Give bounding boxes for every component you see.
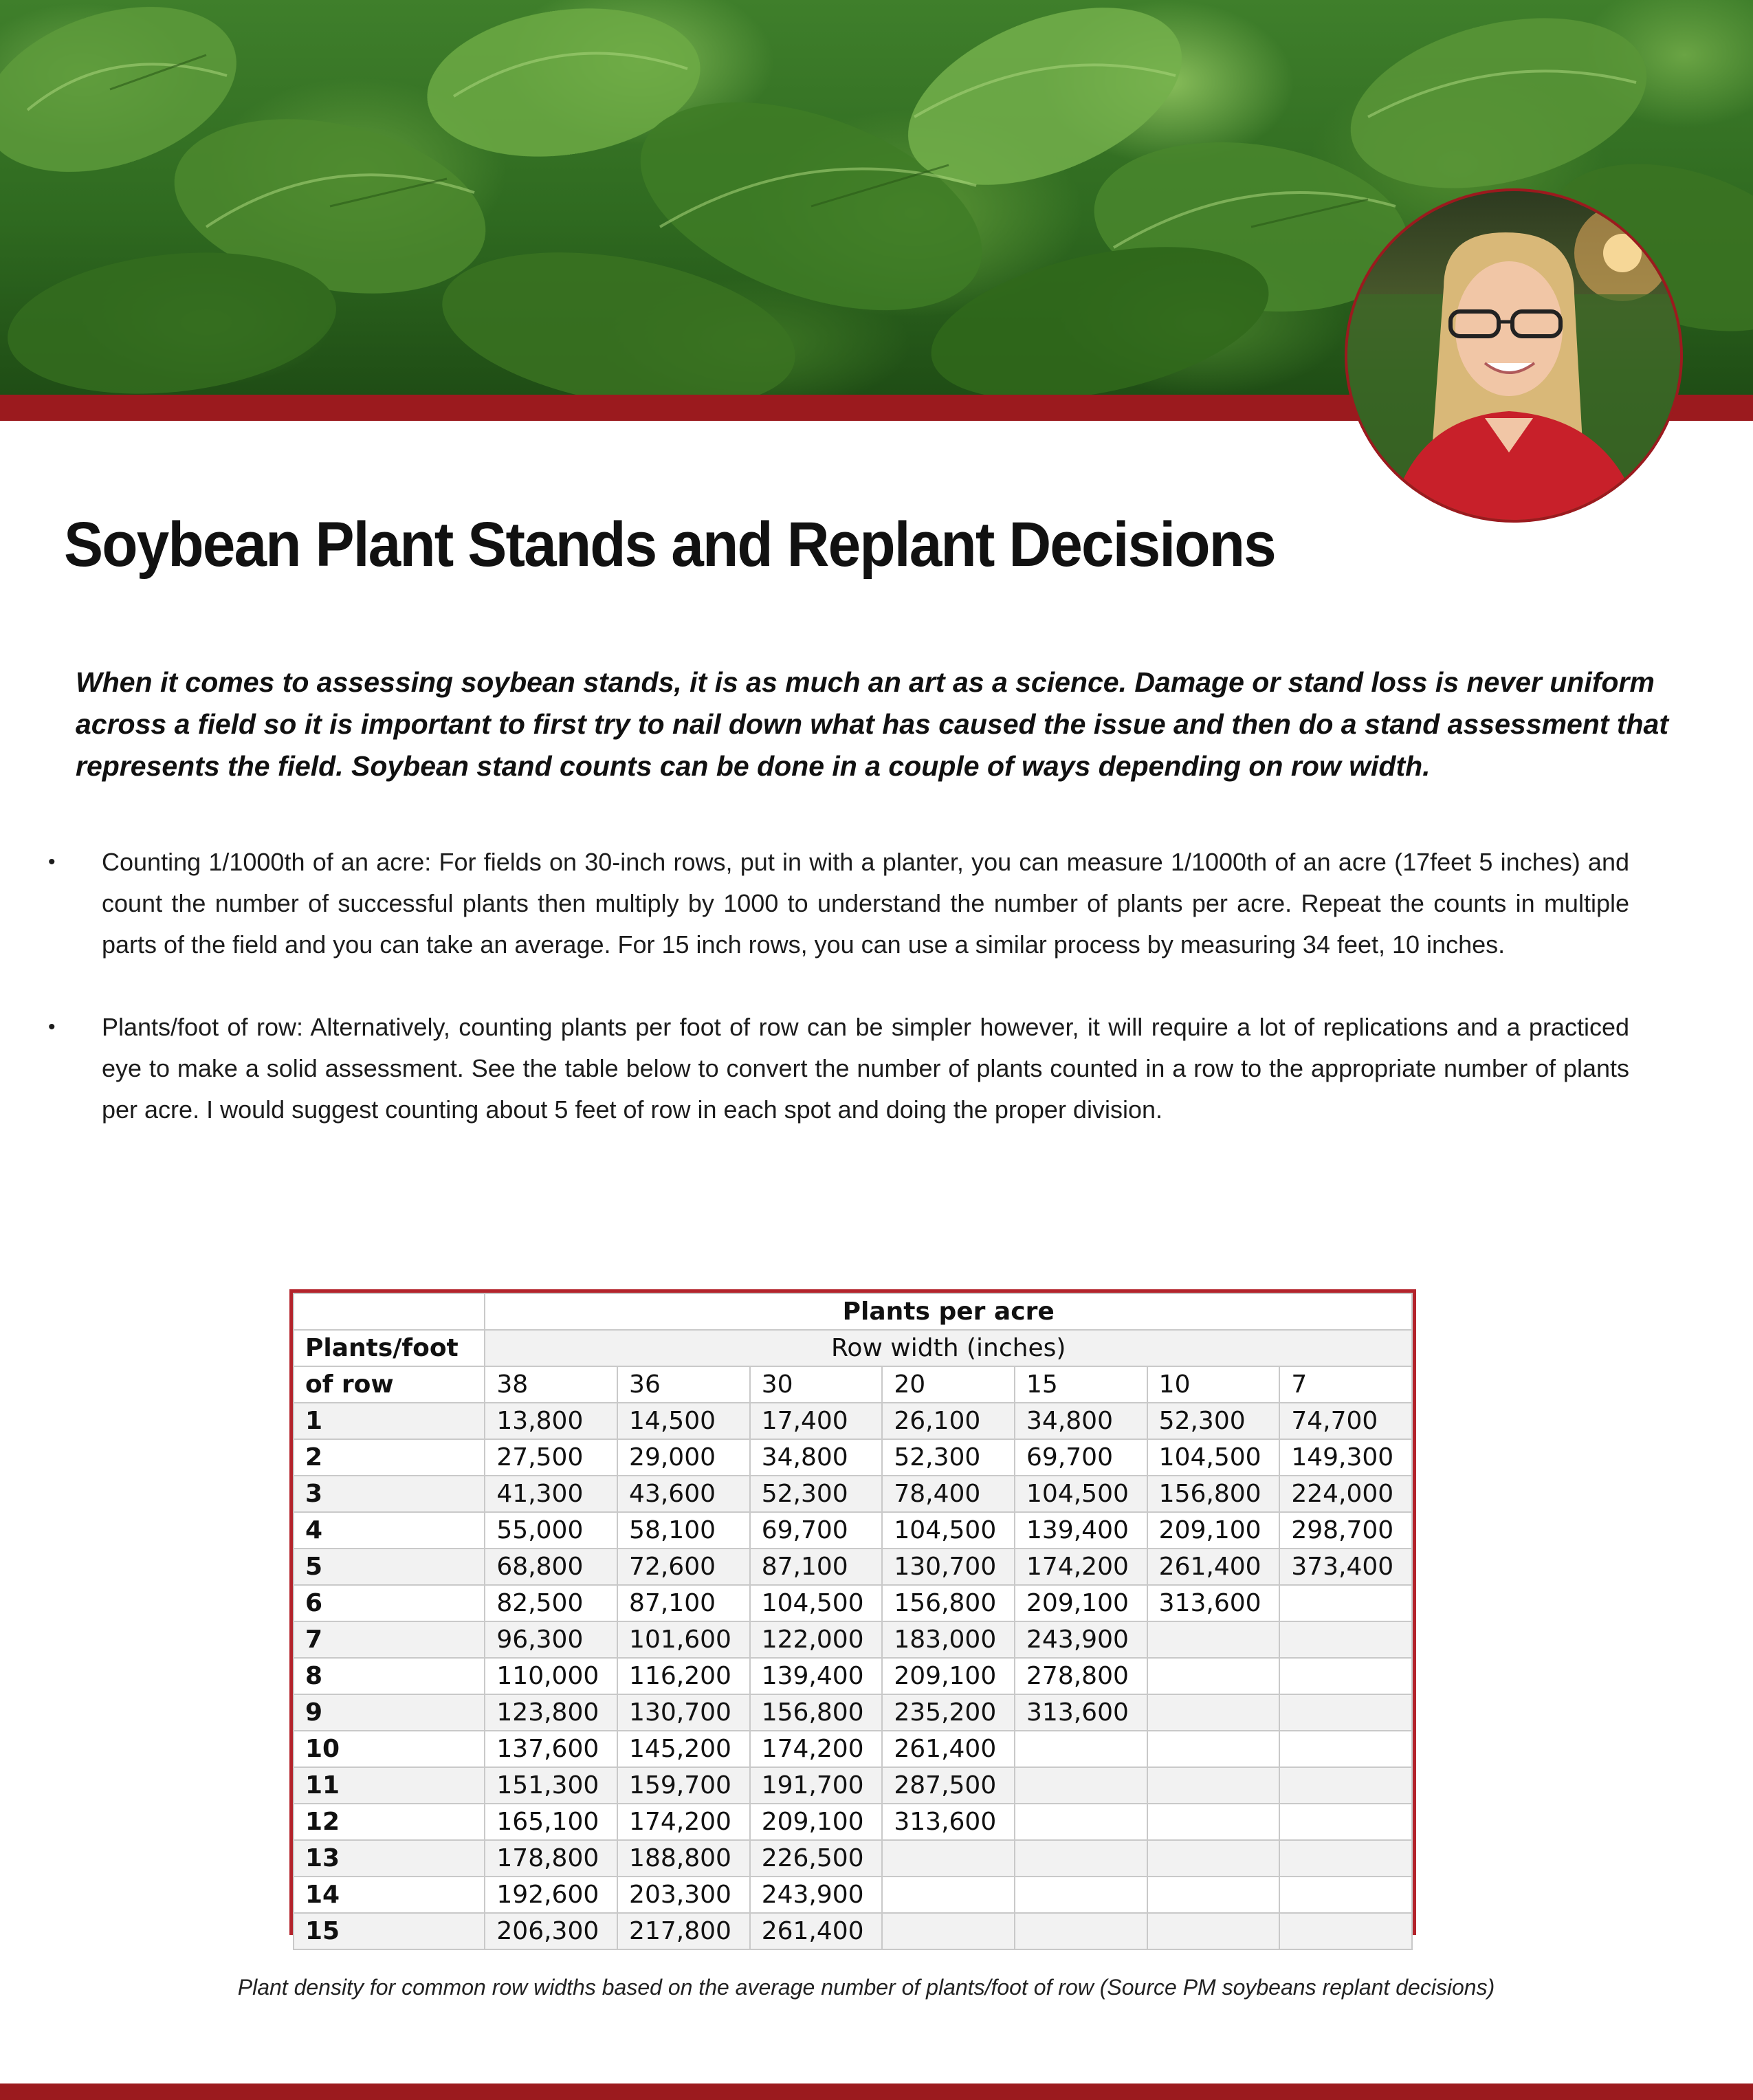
list-item [48, 1007, 1629, 1130]
plants-per-acre-cell: 69,700 [750, 1512, 883, 1549]
plants-per-acre-cell: 183,000 [882, 1621, 1015, 1658]
plants-per-acre-cell [1015, 1840, 1147, 1877]
plants-per-acre-cell [882, 1840, 1015, 1877]
plants-per-acre-cell [1279, 1585, 1412, 1621]
plants-per-acre-cell: 139,400 [1015, 1512, 1147, 1549]
plants-per-foot-cell: 7 [294, 1621, 485, 1658]
plants-per-acre-cell: 174,200 [750, 1731, 883, 1767]
plants-per-acre-cell [1279, 1658, 1412, 1694]
bullet-icon: • [48, 851, 56, 873]
bullet-list [48, 842, 1629, 1172]
plants-per-foot-cell: 4 [294, 1512, 485, 1549]
plants-per-acre-cell: 116,200 [617, 1658, 750, 1694]
plants-per-acre-cell: 165,100 [485, 1804, 617, 1840]
plants-per-acre-cell: 243,900 [750, 1877, 883, 1913]
plants-per-acre-cell [1279, 1621, 1412, 1658]
table-row [294, 1658, 1412, 1694]
plants-per-acre-cell: 151,300 [485, 1767, 617, 1804]
table-row [294, 1512, 1412, 1549]
plants-per-acre-cell: 96,300 [485, 1621, 617, 1658]
plants-per-acre-cell: 101,600 [617, 1621, 750, 1658]
plants-per-acre-cell: 261,400 [1147, 1549, 1280, 1585]
plants-per-acre-cell [1015, 1731, 1147, 1767]
plants-per-acre-cell [1147, 1731, 1280, 1767]
plants-per-acre-cell: 313,600 [882, 1804, 1015, 1840]
plants-per-acre-cell: 29,000 [617, 1439, 750, 1476]
plants-per-acre-cell: 209,100 [1147, 1512, 1280, 1549]
plants-per-foot-cell: 15 [294, 1913, 485, 1949]
intro-paragraph: When it comes to assessing soybean stands, it is as much an art as a science. Damage or stand loss is never uniform across a field so it is important to first try to nail down what has caused the issue and then do a stand assessment that represents the field. Soybean stand counts can be done in a couple of ways depending on row width. [76, 666, 1669, 782]
plants-per-acre-cell: 130,700 [882, 1549, 1015, 1585]
plants-per-acre-cell [1279, 1767, 1412, 1804]
row-width-column-header: 38 [485, 1366, 617, 1403]
plants-per-acre-cell: 235,200 [882, 1694, 1015, 1731]
plants-per-acre-cell: 139,400 [750, 1658, 883, 1694]
plants-per-acre-cell: 69,700 [1015, 1439, 1147, 1476]
plants-per-acre-cell: 43,600 [617, 1476, 750, 1512]
plants-per-acre-cell: 224,000 [1279, 1476, 1412, 1512]
plants-per-foot-cell: 10 [294, 1731, 485, 1767]
plants-per-acre-cell [1015, 1913, 1147, 1949]
plants-per-acre-cell: 55,000 [485, 1512, 617, 1549]
plants-per-acre-cell: 78,400 [882, 1476, 1015, 1512]
plants-per-acre-cell: 123,800 [485, 1694, 617, 1731]
table-corner-cell [294, 1293, 485, 1330]
plants-per-acre-cell [1279, 1840, 1412, 1877]
table-row [294, 1585, 1412, 1621]
table-caption: Plant density for common row widths based on the average number of plants/foot of row (Source PM soybeans replant decisions) [237, 1975, 1495, 2000]
table-row [294, 1439, 1412, 1476]
bullet-text: Counting 1/1000th of an acre: For fields on 30-inch rows, put in with a planter, you can measure 1/1000th of an acre (17feet 5 inches) and count the number of successful plants then multiply by 1000 to understand the number of plants per acre. Repeat the counts in multiple parts of the field and you can take an average. For 15 inch rows, you can use a similar process by measuring 34 feet, 10 inches. [102, 848, 1629, 959]
plants-per-acre-header: Plants per acre [485, 1293, 1412, 1330]
table-row [294, 1549, 1412, 1585]
plants-per-acre-cell: 26,100 [882, 1403, 1015, 1439]
plants-per-acre-cell: 137,600 [485, 1731, 617, 1767]
plants-per-acre-cell: 261,400 [882, 1731, 1015, 1767]
author-portrait-illustration [1347, 191, 1683, 523]
plants-per-acre-cell: 298,700 [1279, 1512, 1412, 1549]
plants-per-acre-cell [1279, 1804, 1412, 1840]
plants-per-acre-cell [1279, 1694, 1412, 1731]
plants-per-acre-cell: 159,700 [617, 1767, 750, 1804]
plants-per-foot-cell: 14 [294, 1877, 485, 1913]
table-row [294, 1804, 1412, 1840]
row-width-header: Row width (inches) [485, 1330, 1412, 1366]
plants-per-acre-cell [1147, 1694, 1280, 1731]
plants-per-acre-cell: 145,200 [617, 1731, 750, 1767]
plants-per-acre-cell: 34,800 [750, 1439, 883, 1476]
row-width-column-header: 7 [1279, 1366, 1412, 1403]
plants-per-acre-cell: 41,300 [485, 1476, 617, 1512]
plants-per-acre-cell: 122,000 [750, 1621, 883, 1658]
footer-red-band [0, 2083, 1753, 2100]
plants-per-acre-cell: 313,600 [1147, 1585, 1280, 1621]
plants-per-acre-cell [1147, 1877, 1280, 1913]
plants-per-acre-cell: 34,800 [1015, 1403, 1147, 1439]
plants-per-acre-cell: 174,200 [617, 1804, 750, 1840]
list-item [48, 842, 1629, 965]
plants-per-acre-cell: 68,800 [485, 1549, 617, 1585]
table-row [294, 1767, 1412, 1804]
plants-per-acre-cell: 217,800 [617, 1913, 750, 1949]
plants-per-foot-cell: 6 [294, 1585, 485, 1621]
plants-per-acre-cell: 52,300 [750, 1476, 883, 1512]
row-label-header-line1: Plants/foot [294, 1330, 485, 1366]
row-width-column-header: 10 [1147, 1366, 1280, 1403]
plants-per-foot-cell: 1 [294, 1403, 485, 1439]
plants-per-acre-cell: 149,300 [1279, 1439, 1412, 1476]
page-title: Soybean Plant Stands and Replant Decisions [64, 510, 1275, 580]
plants-per-acre-cell: 110,000 [485, 1658, 617, 1694]
table-row [294, 1403, 1412, 1439]
plants-per-acre-cell: 191,700 [750, 1767, 883, 1804]
plants-per-acre-cell: 243,900 [1015, 1621, 1147, 1658]
plants-per-acre-cell: 174,200 [1015, 1549, 1147, 1585]
plants-per-acre-cell [1147, 1913, 1280, 1949]
plants-per-acre-cell: 226,500 [750, 1840, 883, 1877]
plants-per-foot-cell: 2 [294, 1439, 485, 1476]
plants-per-acre-cell: 278,800 [1015, 1658, 1147, 1694]
plants-per-acre-cell: 206,300 [485, 1913, 617, 1949]
plants-per-acre-cell: 156,800 [882, 1585, 1015, 1621]
table-row [294, 1913, 1412, 1949]
plants-per-acre-cell: 58,100 [617, 1512, 750, 1549]
table-row [294, 1731, 1412, 1767]
plants-per-acre-cell: 209,100 [750, 1804, 883, 1840]
plants-per-acre-cell: 373,400 [1279, 1549, 1412, 1585]
plants-per-foot-cell: 12 [294, 1804, 485, 1840]
plants-per-foot-cell: 8 [294, 1658, 485, 1694]
plants-per-acre-cell: 313,600 [1015, 1694, 1147, 1731]
table-row [294, 1694, 1412, 1731]
author-portrait [1345, 188, 1683, 523]
table-row [294, 1621, 1412, 1658]
plants-per-acre-cell: 52,300 [1147, 1403, 1280, 1439]
plants-per-acre-cell [1279, 1731, 1412, 1767]
plants-per-acre-cell: 192,600 [485, 1877, 617, 1913]
plants-per-acre-cell [1279, 1877, 1412, 1913]
plants-per-acre-cell [1147, 1804, 1280, 1840]
plants-per-acre-cell: 156,800 [750, 1694, 883, 1731]
row-width-column-header: 36 [617, 1366, 750, 1403]
plants-per-acre-cell: 178,800 [485, 1840, 617, 1877]
plants-per-foot-cell: 3 [294, 1476, 485, 1512]
plants-per-acre-cell [1147, 1621, 1280, 1658]
plants-per-acre-cell: 130,700 [617, 1694, 750, 1731]
plants-per-acre-cell: 52,300 [882, 1439, 1015, 1476]
plants-per-acre-cell: 17,400 [750, 1403, 883, 1439]
row-width-column-header: 15 [1015, 1366, 1147, 1403]
plants-per-acre-cell: 203,300 [617, 1877, 750, 1913]
plant-density-table [293, 1293, 1413, 1950]
table-row [294, 1840, 1412, 1877]
plants-per-foot-cell: 9 [294, 1694, 485, 1731]
bullet-text: Plants/foot of row: Alternatively, counting plants per foot of row can be simpler however, it will require a lot of replications and a practiced eye to make a solid assessment. See the table below to convert the number of plants counted in a row to the appropriate number of plants per acre. I would suggest counting about 5 feet of row in each spot and doing the proper division. [102, 1013, 1629, 1124]
plants-per-acre-cell: 13,800 [485, 1403, 617, 1439]
plants-per-acre-cell [882, 1877, 1015, 1913]
plants-per-acre-cell: 156,800 [1147, 1476, 1280, 1512]
plants-per-acre-cell [1147, 1767, 1280, 1804]
plants-per-acre-cell [1015, 1767, 1147, 1804]
plant-density-table-frame [289, 1289, 1416, 1945]
plants-per-acre-cell: 14,500 [617, 1403, 750, 1439]
plants-per-acre-cell [1279, 1913, 1412, 1949]
plants-per-acre-cell [1147, 1840, 1280, 1877]
plants-per-acre-cell: 104,500 [750, 1585, 883, 1621]
plants-per-acre-cell: 27,500 [485, 1439, 617, 1476]
plants-per-acre-cell: 188,800 [617, 1840, 750, 1877]
plants-per-acre-cell: 104,500 [882, 1512, 1015, 1549]
plants-per-acre-cell: 261,400 [750, 1913, 883, 1949]
row-label-header-line2: of row [294, 1366, 485, 1403]
plants-per-acre-cell: 87,100 [617, 1585, 750, 1621]
plants-per-acre-cell [1147, 1658, 1280, 1694]
plants-per-acre-cell: 74,700 [1279, 1403, 1412, 1439]
plants-per-acre-cell: 287,500 [882, 1767, 1015, 1804]
plants-per-foot-cell: 13 [294, 1840, 485, 1877]
plants-per-acre-cell: 209,100 [1015, 1585, 1147, 1621]
plants-per-foot-cell: 11 [294, 1767, 485, 1804]
plants-per-acre-cell [1015, 1877, 1147, 1913]
table-row [294, 1476, 1412, 1512]
plants-per-acre-cell: 72,600 [617, 1549, 750, 1585]
plants-per-acre-cell: 104,500 [1015, 1476, 1147, 1512]
plants-per-acre-cell: 209,100 [882, 1658, 1015, 1694]
table-row [294, 1877, 1412, 1913]
plants-per-acre-cell [882, 1913, 1015, 1949]
plants-per-acre-cell [1015, 1804, 1147, 1840]
plants-per-foot-cell: 5 [294, 1549, 485, 1585]
row-width-column-header: 20 [882, 1366, 1015, 1403]
row-width-column-header: 30 [750, 1366, 883, 1403]
plants-per-acre-cell: 104,500 [1147, 1439, 1280, 1476]
plants-per-acre-cell: 87,100 [750, 1549, 883, 1585]
plants-per-acre-cell: 82,500 [485, 1585, 617, 1621]
bullet-icon: • [48, 1016, 56, 1038]
